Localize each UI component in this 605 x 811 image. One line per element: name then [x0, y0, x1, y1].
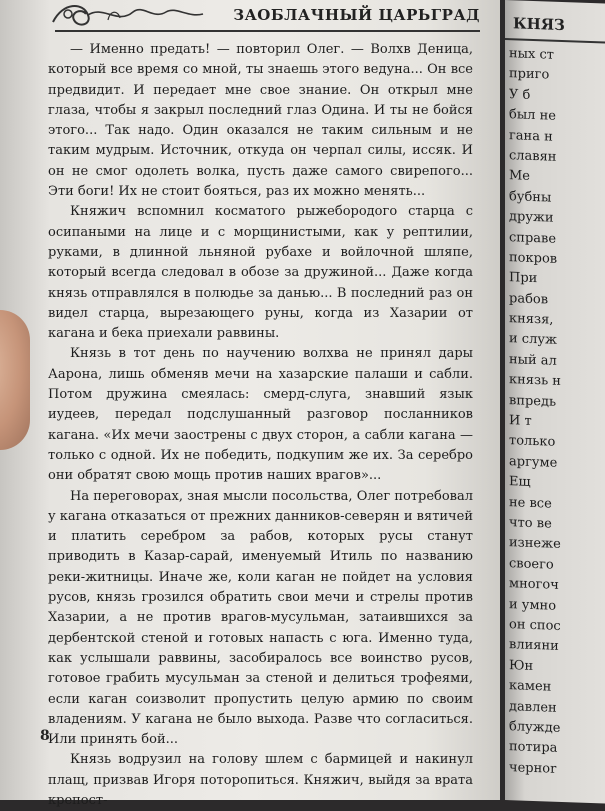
- right-page-line: И т: [509, 413, 532, 429]
- paragraph: — Именно предать! — повторил Олег. — Волхв Деница, который все время со мной, ты знаешь этого ведуна... Он все предвидит. И передает мне свое знание. Он открыл мне глаза, чтобы я закрыл последний глаз Одина. И ты не бойся этого... Так надо. Один оказался не таким сильным и не таким мудрым. Источник, откуда он черпал силы, иссяк. И он не смог одолеть волка, пусть даже самого свирепого... Эти боги! Их не стоит бояться, раз их можно менять...: [48, 42, 473, 200]
- right-page-line: камен: [509, 678, 552, 695]
- right-page-line: славян: [509, 148, 557, 165]
- right-page-line: давлен: [509, 698, 557, 716]
- right-page-line: многоч: [509, 576, 559, 594]
- paragraph: На переговорах, зная мысли посольства, Олег потребовал у кагана отказаться от прежних данников-северян и вятичей и платить серебром за рабов, которых русы станут приводить в Казар-сарай, именуемый Итиль по названию реки-житницы. Иначе же, коли каган не пойдет на условия русов, князь грозился обратить свои мечи и стрелы против Хазарии, а не против врагов-мусульман, затаившихся за дербентской стеной и готовых напасть с юга. Именно туда, как услышали раввины, засобиралось все воинство русов, готовое грабить мусульман за стеной и делиться трофеями, если каган соизволит пропустить целую армию по своим владениям. У кагана не было выхода. Разве что согласиться. Или принять бой...: [48, 488, 473, 748]
- right-page-line: был не: [509, 107, 556, 124]
- right-page-line: Ме: [509, 168, 531, 185]
- body-text: [48, 40, 473, 811]
- running-head: ЗАОБЛАЧНЫЙ ЦАРЬГРАД: [233, 6, 480, 24]
- right-page-line: справе: [509, 229, 557, 247]
- right-page-line: не все: [509, 494, 552, 512]
- right-page-line: покров: [509, 250, 558, 267]
- page-number: 8: [40, 728, 50, 744]
- right-page-line: изнеже: [509, 535, 561, 553]
- right-page: [505, 0, 605, 803]
- right-page-line: Ещ: [509, 474, 531, 491]
- right-page-line: приго: [509, 66, 550, 83]
- right-page-line: Юн: [509, 657, 534, 674]
- header-rule: [55, 30, 480, 32]
- right-page-line: и служ: [509, 331, 557, 349]
- right-page-line: впредь: [509, 392, 557, 410]
- right-page-line: бубны: [509, 188, 552, 206]
- ornament-icon: [48, 0, 208, 30]
- right-page-lines: [509, 44, 561, 780]
- right-page-line: дружи: [509, 209, 554, 226]
- right-running-head: КНЯЗ: [513, 14, 565, 35]
- right-page-line: влияни: [509, 637, 559, 655]
- right-page-line: У б: [509, 86, 531, 103]
- right-header-rule: [505, 38, 605, 43]
- paragraph: Князь водрузил на голову шлем с бармицей и накинул плащ, призвав Игоря поторопиться. Княжич, выйдя за врата крепост-: [48, 752, 473, 808]
- right-page-line: и умно: [509, 596, 557, 614]
- right-page-line: черноr: [509, 759, 557, 777]
- right-page-line: князь н: [509, 372, 561, 390]
- right-page-line: ный ал: [509, 351, 557, 369]
- right-page-line: гана н: [509, 127, 553, 145]
- right-page-line: ных ст: [509, 46, 554, 63]
- paragraph: Княжич вспомнил косматого рыжебородого старца с осипаными на лице и с морщинистыми, как у рептилии, руками, в длинной льняной рубахе и войлочной шляпе, который всегда следовал в обозе за дружиной... Даже когда князь отправлялся в полюдье за данью... В последний раз он видел старца, вырезающего руны, когда из Хазарии от кагана и бека приехали раввины.: [48, 204, 473, 342]
- right-page-line: князя,: [509, 311, 554, 328]
- right-page-line: блужде: [509, 719, 561, 736]
- right-page-line: что ве: [509, 515, 552, 532]
- right-page-line: своего: [509, 555, 554, 573]
- right-page-line: потира: [509, 739, 558, 757]
- right-page-line: рабов: [509, 290, 549, 308]
- right-page-line: аргуме: [509, 453, 558, 471]
- paragraph: Князь в тот день по научению волхва не принял дары Аарона, лишь обменяв мечи на хазарские палаши и сабли. Потом дружина смеялась: смерд-слуга, знавший язык иудеев, передал подслушанный разговор посланников кагана. «Их мечи заострены с двух сторон, а сабли кагана — только с одной. Их не победить, подкупим же их. За серебро они обратят свою мощь против наших врагов»...: [48, 346, 473, 484]
- right-page-line: При: [509, 270, 538, 287]
- thumb-shadow: [0, 310, 30, 450]
- right-page-line: только: [509, 433, 556, 451]
- right-page-line: он спос: [509, 617, 561, 634]
